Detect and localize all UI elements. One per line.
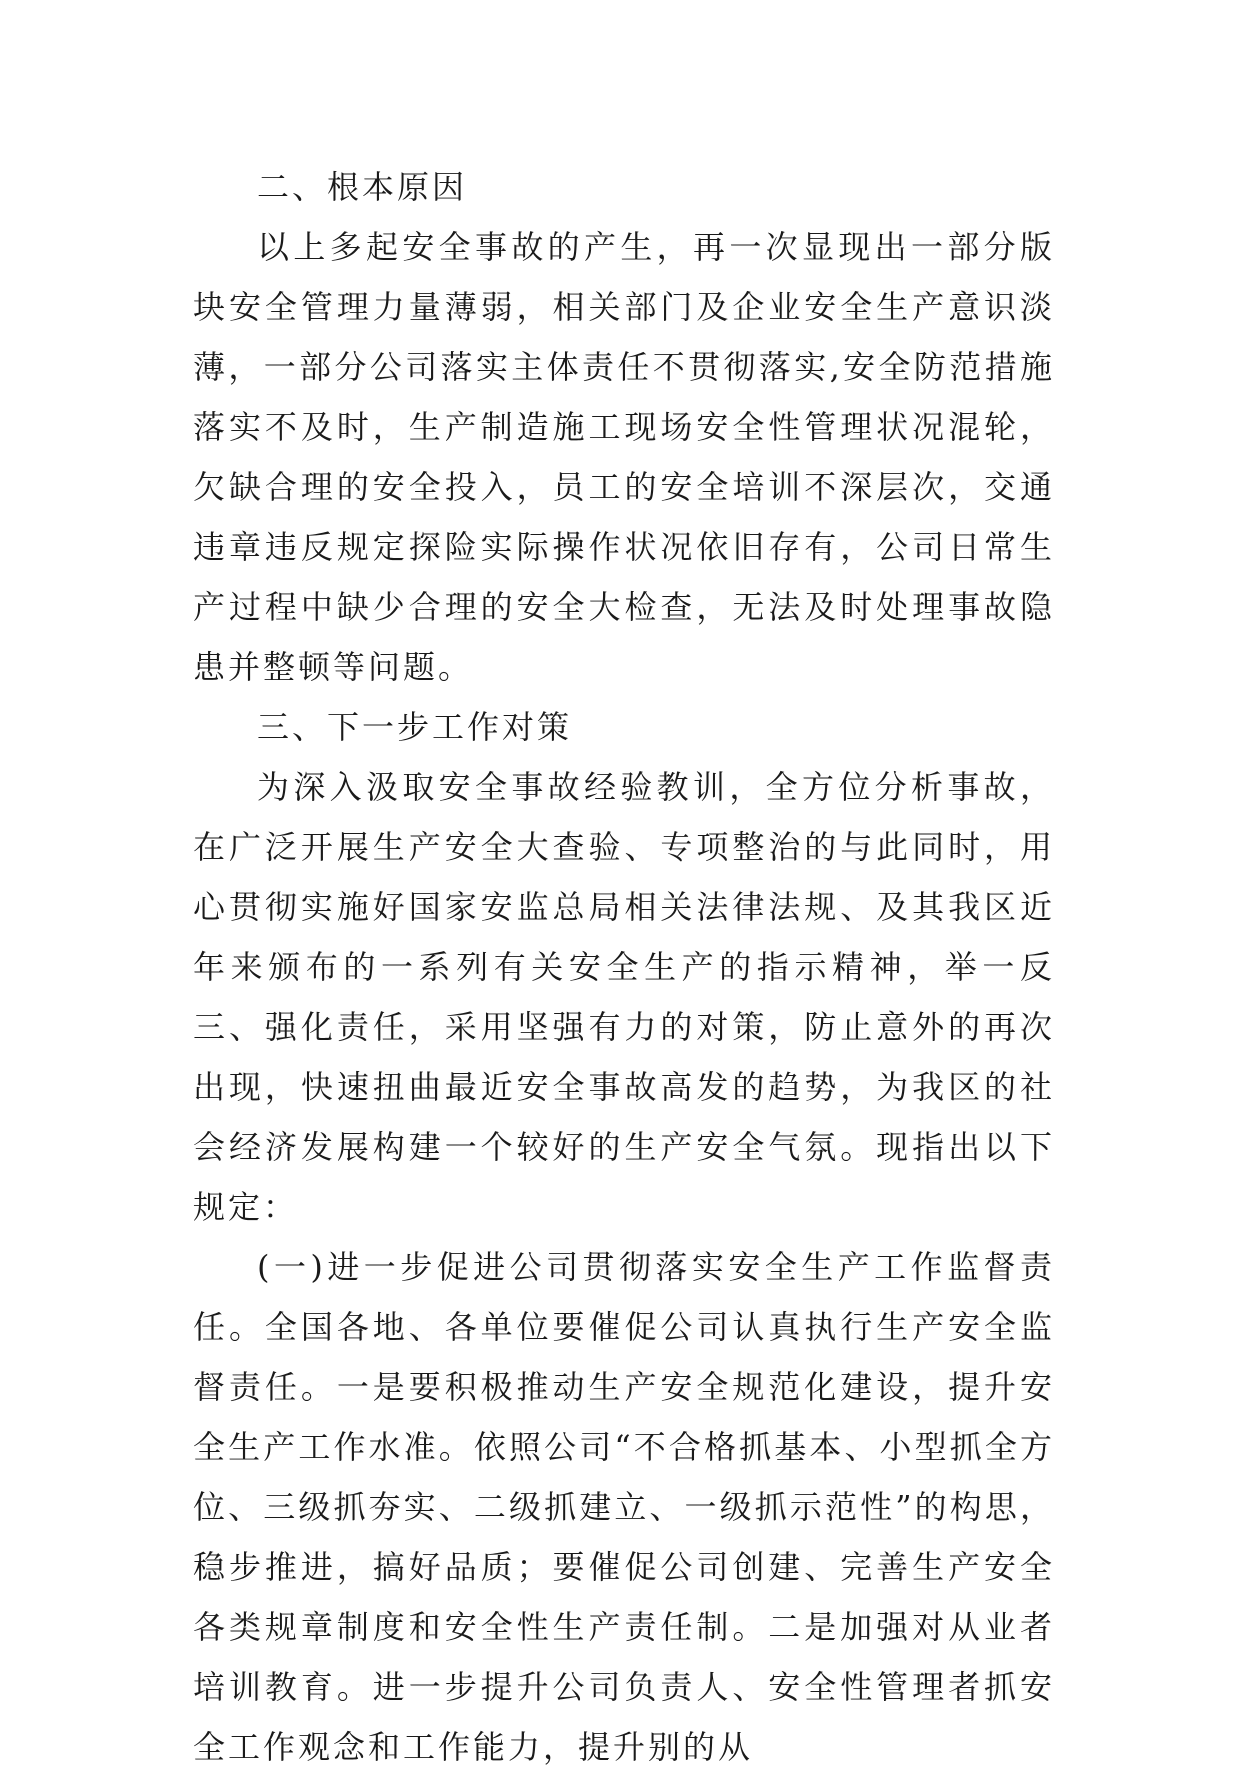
section-heading-root-cause: 二、根本原因 <box>257 168 468 206</box>
paragraph-item-one: (一)进一步促进公司贯彻落实安全生产工作监督责任。全国各地、各单位要催促公司认真执行生产安全监督责任。一是要积极推动生产安全规范化建设，提升安全生产工作水准。依照公司“不合格抓基本、小型抓全方位、三级抓夯实、二级抓建立、一级抓示范性”的构思，稳步推进，搞好品质；要催促公司创建、完善生产安全各类规章制度和安全性生产责任制。二是加强对从业者培训教育。进一步提升公司负责人、安全性管理者抓安全工作观念和工作能力，提升别的从 <box>193 1248 1055 1766</box>
document-body <box>193 157 1055 1777</box>
paragraph-next-steps-intro: 为深入汲取安全事故经验教训，全方位分析事故，在广泛开展生产安全大查验、专项整治的与此同时，用心贯彻实施好国家安监总局相关法律法规、及其我区近年来颁布的一系列有关安全生产的指示精神，举一反三、强化责任，采用坚强有力的对策，防止意外的再次出现，快速扭曲最近安全事故高发的趋势，为我区的社会经济发展构建一个较好的生产安全气氛。现指出以下规定： <box>193 768 1055 1226</box>
paragraph-root-cause: 以上多起安全事故的产生，再一次显现出一部分版块安全管理力量薄弱，相关部门及企业安全生产意识淡薄，一部分公司落实主体责任不贯彻落实,安全防范措施落实不及时，生产制造施工现场安全性管理状况混轮，欠缺合理的安全投入，员工的安全培训不深层次，交通违章违反规定探险实际操作状况依旧存有，公司日常生产过程中缺少合理的安全大检查，无法及时处理事故隐患并整顿等问题。 <box>193 228 1055 686</box>
section-heading-next-steps: 三、下一步工作对策 <box>257 708 573 746</box>
